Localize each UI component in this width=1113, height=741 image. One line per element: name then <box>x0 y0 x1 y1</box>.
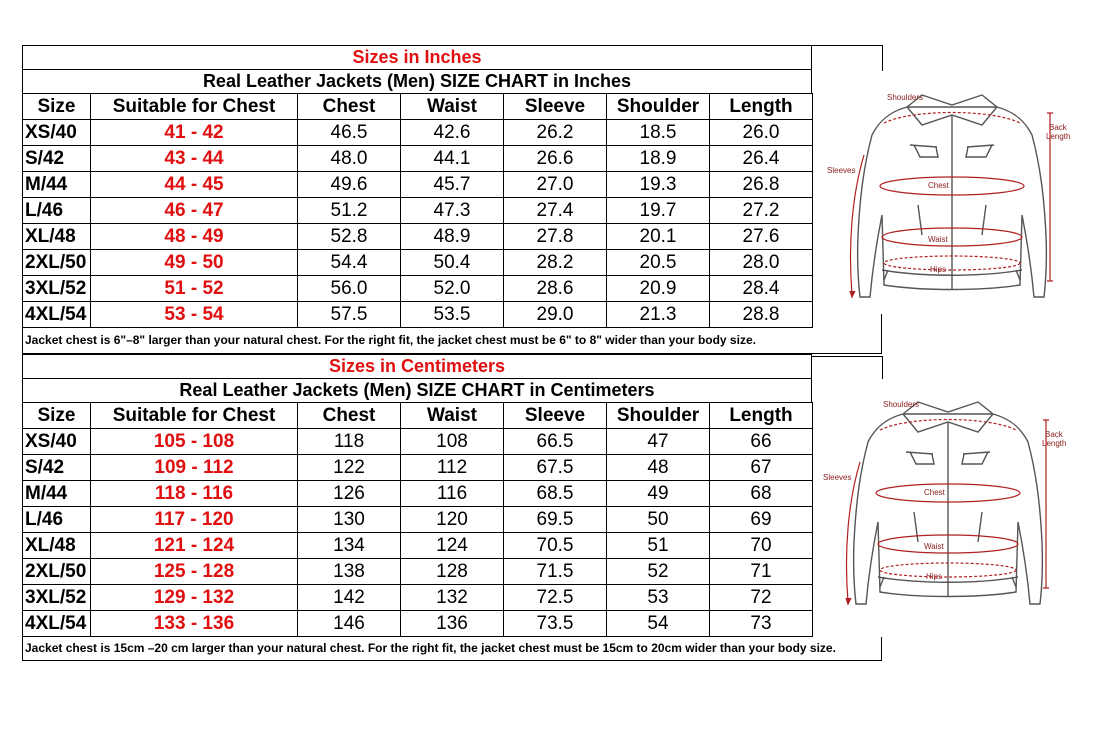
cell-size: 2XL/50 <box>23 559 91 585</box>
cell-chest: 142 <box>298 585 401 611</box>
inches-section-title-text: Sizes in Inches <box>352 47 482 67</box>
table-row <box>23 146 813 172</box>
label-shoulders: Shoulders <box>887 93 924 102</box>
cell-chest: 146 <box>298 611 401 637</box>
cell-chest: 122 <box>298 455 401 481</box>
inches-header-row <box>23 94 813 120</box>
cell-waist: 53.5 <box>401 302 504 328</box>
table-row <box>23 585 813 611</box>
cell-size: 2XL/50 <box>23 250 91 276</box>
label-back-length-1: Back <box>1045 430 1063 439</box>
table-row <box>23 276 813 302</box>
inches-table <box>22 93 813 328</box>
label-waist: Waist <box>928 235 948 244</box>
cell-size: 3XL/52 <box>23 276 91 302</box>
cell-size: M/44 <box>23 481 91 507</box>
cell-chest: 126 <box>298 481 401 507</box>
size-chart-sheet <box>22 45 882 661</box>
cell-length: 66 <box>710 429 813 455</box>
col-header-suitable-chest: Suitable for Chest <box>91 94 298 120</box>
cell-shoulder: 51 <box>607 533 710 559</box>
cell-shoulder: 18.5 <box>607 120 710 146</box>
label-back-length-1: Back <box>1049 123 1067 132</box>
cell-length: 68 <box>710 481 813 507</box>
cell-waist: 108 <box>401 429 504 455</box>
cell-suitable-chest: 46 - 47 <box>91 198 298 224</box>
jacket-diagram-inches <box>822 85 1082 315</box>
cell-shoulder: 20.5 <box>607 250 710 276</box>
cell-suitable-chest: 118 - 116 <box>91 481 298 507</box>
cell-size: S/42 <box>23 146 91 172</box>
label-chest: Chest <box>928 181 949 190</box>
cell-waist: 45.7 <box>401 172 504 198</box>
table-row <box>23 559 813 585</box>
table-row <box>23 611 813 637</box>
cell-suitable-chest: 43 - 44 <box>91 146 298 172</box>
cell-suitable-chest: 129 - 132 <box>91 585 298 611</box>
cell-length: 28.0 <box>710 250 813 276</box>
cell-length: 67 <box>710 455 813 481</box>
cell-shoulder: 19.7 <box>607 198 710 224</box>
table-row <box>23 533 813 559</box>
cell-waist: 48.9 <box>401 224 504 250</box>
cm-chart-title <box>22 378 812 402</box>
cell-waist: 42.6 <box>401 120 504 146</box>
cell-waist: 112 <box>401 455 504 481</box>
cell-shoulder: 21.3 <box>607 302 710 328</box>
cell-sleeve: 28.6 <box>504 276 607 302</box>
cell-sleeve: 68.5 <box>504 481 607 507</box>
cell-waist: 47.3 <box>401 198 504 224</box>
cell-length: 26.4 <box>710 146 813 172</box>
cell-sleeve: 73.5 <box>504 611 607 637</box>
label-sleeves: Sleeves <box>827 166 856 175</box>
table-row <box>23 224 813 250</box>
cell-length: 70 <box>710 533 813 559</box>
cell-shoulder: 53 <box>607 585 710 611</box>
cell-waist: 44.1 <box>401 146 504 172</box>
cell-size: XS/40 <box>23 120 91 146</box>
cell-shoulder: 50 <box>607 507 710 533</box>
cell-length: 28.4 <box>710 276 813 302</box>
table-row <box>23 455 813 481</box>
cm-section-title <box>22 354 812 378</box>
cell-suitable-chest: 117 - 120 <box>91 507 298 533</box>
cm-section <box>22 354 882 637</box>
cell-suitable-chest: 53 - 54 <box>91 302 298 328</box>
cell-waist: 128 <box>401 559 504 585</box>
cell-shoulder: 54 <box>607 611 710 637</box>
inches-chart-title-text: Real Leather Jackets (Men) SIZE CHART in Inches <box>202 71 632 91</box>
cell-shoulder: 47 <box>607 429 710 455</box>
cell-length: 72 <box>710 585 813 611</box>
cell-waist: 132 <box>401 585 504 611</box>
cell-suitable-chest: 121 - 124 <box>91 533 298 559</box>
cell-shoulder: 20.9 <box>607 276 710 302</box>
cell-waist: 136 <box>401 611 504 637</box>
cm-chart-title-text: Real Leather Jackets (Men) SIZE CHART in Centimeters <box>179 380 655 400</box>
col-header-chest: Chest <box>298 94 401 120</box>
table-row <box>23 302 813 328</box>
table-row <box>23 507 813 533</box>
table-row <box>23 172 813 198</box>
label-hips: Hips <box>926 572 943 581</box>
cell-size: XL/48 <box>23 224 91 250</box>
label-back-length-2: Length <box>1046 132 1071 141</box>
label-waist: Waist <box>924 542 944 551</box>
cell-length: 71 <box>710 559 813 585</box>
cell-sleeve: 67.5 <box>504 455 607 481</box>
cell-sleeve: 70.5 <box>504 533 607 559</box>
cell-shoulder: 18.9 <box>607 146 710 172</box>
cell-sleeve: 27.4 <box>504 198 607 224</box>
cell-size: S/42 <box>23 455 91 481</box>
col-header-sleeve: Sleeve <box>504 94 607 120</box>
cell-suitable-chest: 44 - 45 <box>91 172 298 198</box>
cell-sleeve: 66.5 <box>504 429 607 455</box>
label-hips: Hips <box>930 265 947 274</box>
cell-size: L/46 <box>23 507 91 533</box>
cell-size: XL/48 <box>23 533 91 559</box>
cell-size: 4XL/54 <box>23 302 91 328</box>
cell-suitable-chest: 41 - 42 <box>91 120 298 146</box>
cm-note: Jacket chest is 15cm –20 cm larger than your natural chest. For the right fit, the jacket chest must be 15cm to 20cm wider than your body size. <box>22 637 882 661</box>
inches-note: Jacket chest is 6"–8" larger than your natural chest. For the right fit, the jacket chest must be 6" to 8" wider than your body size. <box>22 328 882 354</box>
cell-suitable-chest: 133 - 136 <box>91 611 298 637</box>
col-header-suitable-chest: Suitable for Chest <box>91 403 298 429</box>
cell-waist: 52.0 <box>401 276 504 302</box>
cell-suitable-chest: 125 - 128 <box>91 559 298 585</box>
cell-chest: 48.0 <box>298 146 401 172</box>
inches-title-side-box <box>812 45 883 71</box>
cell-suitable-chest: 48 - 49 <box>91 224 298 250</box>
cell-chest: 52.8 <box>298 224 401 250</box>
cell-length: 26.0 <box>710 120 813 146</box>
label-shoulders: Shoulders <box>883 400 920 409</box>
cell-length: 73 <box>710 611 813 637</box>
cell-shoulder: 49 <box>607 481 710 507</box>
cell-suitable-chest: 49 - 50 <box>91 250 298 276</box>
cell-chest: 54.4 <box>298 250 401 276</box>
cell-length: 27.2 <box>710 198 813 224</box>
cell-waist: 120 <box>401 507 504 533</box>
cell-sleeve: 26.6 <box>504 146 607 172</box>
cell-shoulder: 20.1 <box>607 224 710 250</box>
cell-size: L/46 <box>23 198 91 224</box>
cell-waist: 124 <box>401 533 504 559</box>
table-row <box>23 250 813 276</box>
cell-shoulder: 19.3 <box>607 172 710 198</box>
cell-chest: 134 <box>298 533 401 559</box>
cell-size: M/44 <box>23 172 91 198</box>
jacket-measurement-icon <box>822 85 1082 315</box>
cell-chest: 51.2 <box>298 198 401 224</box>
col-header-waist: Waist <box>401 94 504 120</box>
label-chest: Chest <box>924 488 945 497</box>
cell-sleeve: 28.2 <box>504 250 607 276</box>
cell-suitable-chest: 51 - 52 <box>91 276 298 302</box>
col-header-size: Size <box>23 403 91 429</box>
cell-size: 4XL/54 <box>23 611 91 637</box>
cell-size: XS/40 <box>23 429 91 455</box>
cell-sleeve: 71.5 <box>504 559 607 585</box>
cell-chest: 49.6 <box>298 172 401 198</box>
cell-size: 3XL/52 <box>23 585 91 611</box>
table-row <box>23 429 813 455</box>
cell-sleeve: 69.5 <box>504 507 607 533</box>
jacket-diagram-cm <box>818 392 1078 622</box>
cell-length: 27.6 <box>710 224 813 250</box>
cell-waist: 50.4 <box>401 250 504 276</box>
cell-shoulder: 52 <box>607 559 710 585</box>
cm-table <box>22 402 813 637</box>
label-sleeves: Sleeves <box>823 473 852 482</box>
col-header-shoulder: Shoulder <box>607 94 710 120</box>
col-header-length: Length <box>710 403 813 429</box>
cell-sleeve: 27.8 <box>504 224 607 250</box>
cell-chest: 118 <box>298 429 401 455</box>
col-header-shoulder: Shoulder <box>607 403 710 429</box>
cell-length: 26.8 <box>710 172 813 198</box>
inches-section <box>22 45 882 328</box>
cell-chest: 57.5 <box>298 302 401 328</box>
jacket-measurement-icon <box>818 392 1078 622</box>
inches-chart-title <box>22 69 812 93</box>
col-header-length: Length <box>710 94 813 120</box>
col-header-waist: Waist <box>401 403 504 429</box>
cell-length: 69 <box>710 507 813 533</box>
cell-sleeve: 26.2 <box>504 120 607 146</box>
cm-title-side-box <box>812 356 883 379</box>
cell-chest: 46.5 <box>298 120 401 146</box>
cell-sleeve: 27.0 <box>504 172 607 198</box>
table-row <box>23 481 813 507</box>
col-header-chest: Chest <box>298 403 401 429</box>
cm-section-title-text: Sizes in Centimeters <box>328 356 506 376</box>
cell-sleeve: 29.0 <box>504 302 607 328</box>
cell-chest: 56.0 <box>298 276 401 302</box>
cell-shoulder: 48 <box>607 455 710 481</box>
label-back-length-2: Length <box>1042 439 1067 448</box>
inches-section-title <box>22 45 812 69</box>
cell-chest: 130 <box>298 507 401 533</box>
cm-header-row <box>23 403 813 429</box>
table-row <box>23 198 813 224</box>
col-header-sleeve: Sleeve <box>504 403 607 429</box>
inches-side-tick <box>881 314 882 328</box>
cell-chest: 138 <box>298 559 401 585</box>
cell-length: 28.8 <box>710 302 813 328</box>
cell-waist: 116 <box>401 481 504 507</box>
table-row <box>23 120 813 146</box>
cell-suitable-chest: 109 - 112 <box>91 455 298 481</box>
cell-suitable-chest: 105 - 108 <box>91 429 298 455</box>
col-header-size: Size <box>23 94 91 120</box>
cell-sleeve: 72.5 <box>504 585 607 611</box>
